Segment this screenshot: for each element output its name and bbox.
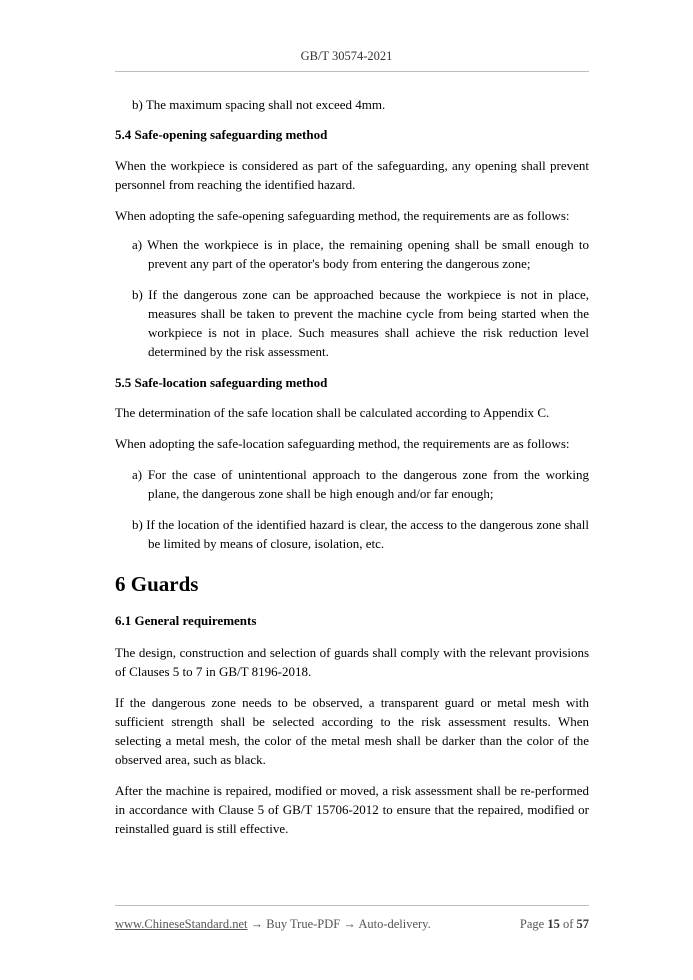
list-item: b) If the dangerous zone can be approached because the workpiece is not in place, measures shall be taken to prevent the machine cycle from being started when the workpiece is not in place. Such measures shall achieve the risk reduction level determined by the risk assessment.: [132, 287, 589, 359]
footer-divider: [115, 905, 589, 906]
list-item: a) For the case of unintentional approach to the dangerous zone from the working plane, the dangerous zone shall be high enough and/or far enough;: [132, 467, 589, 501]
website-link[interactable]: www.ChineseStandard.net: [115, 917, 248, 931]
page-header-title: GB/T 30574-2021: [300, 49, 393, 63]
section-heading-5-4: 5.4 Safe-opening safeguarding method: [115, 127, 328, 142]
page-content: [115, 95, 589, 838]
paragraph: When adopting the safe-location safeguarding method, the requirements are as follows:: [115, 436, 570, 451]
page-number: [520, 917, 589, 932]
header-divider: [115, 71, 589, 72]
list-item: b) If the location of the identified hazard is clear, the access to the dangerous zone shall be limited by means of closure, isolation, etc.: [132, 517, 589, 551]
page-label: Page: [519, 917, 545, 931]
section-heading-6-1: 6.1 General requirements: [115, 613, 257, 628]
buy-text: Buy True-PDF: [266, 917, 341, 931]
section-heading-6: 6 Guards: [115, 572, 199, 596]
auto-delivery-text: Auto-delivery.: [358, 917, 431, 931]
paragraph: When adopting the safe-opening safeguarding method, the requirements are as follows:: [115, 208, 570, 223]
total-pages: 57: [576, 917, 589, 931]
list-item: b) The maximum spacing shall not exceed 4mm.: [132, 97, 386, 112]
current-page: 15: [547, 917, 560, 931]
footer-promo: [115, 917, 431, 932]
arrow-icon: →: [250, 917, 264, 931]
paragraph: The design, construction and selection of guards shall comply with the relevant provisions of Clauses 5 to 7 in GB/T 8196-2018.: [115, 645, 589, 679]
of-label: of: [562, 917, 574, 931]
list-item: a) When the workpiece is in place, the remaining opening shall be small enough to prevent any part of the operator's body from entering the dangerous zone;: [132, 237, 589, 271]
paragraph: The determination of the safe location shall be calculated according to Appendix C.: [115, 405, 550, 420]
arrow-icon: →: [343, 917, 356, 931]
paragraph: When the workpiece is considered as part of the safeguarding, any opening shall prevent personnel from reaching the identified hazard.: [115, 158, 589, 192]
paragraph: If the dangerous zone needs to be observed, a transparent guard or metal mesh with sufficient strength shall be selected according to the risk assessment results. When selecting a metal mesh, the color of the metal mesh shall be darker than the color of the observed area, such as black.: [115, 695, 589, 767]
section-heading-5-5: 5.5 Safe-location safeguarding method: [115, 375, 328, 390]
paragraph: After the machine is repaired, modified or moved, a risk assessment shall be re-performed in accordance with Clause 5 of GB/T 15706-2012 to ensure that the repaired, modified or reinstalled guard is still effective.: [115, 783, 589, 836]
